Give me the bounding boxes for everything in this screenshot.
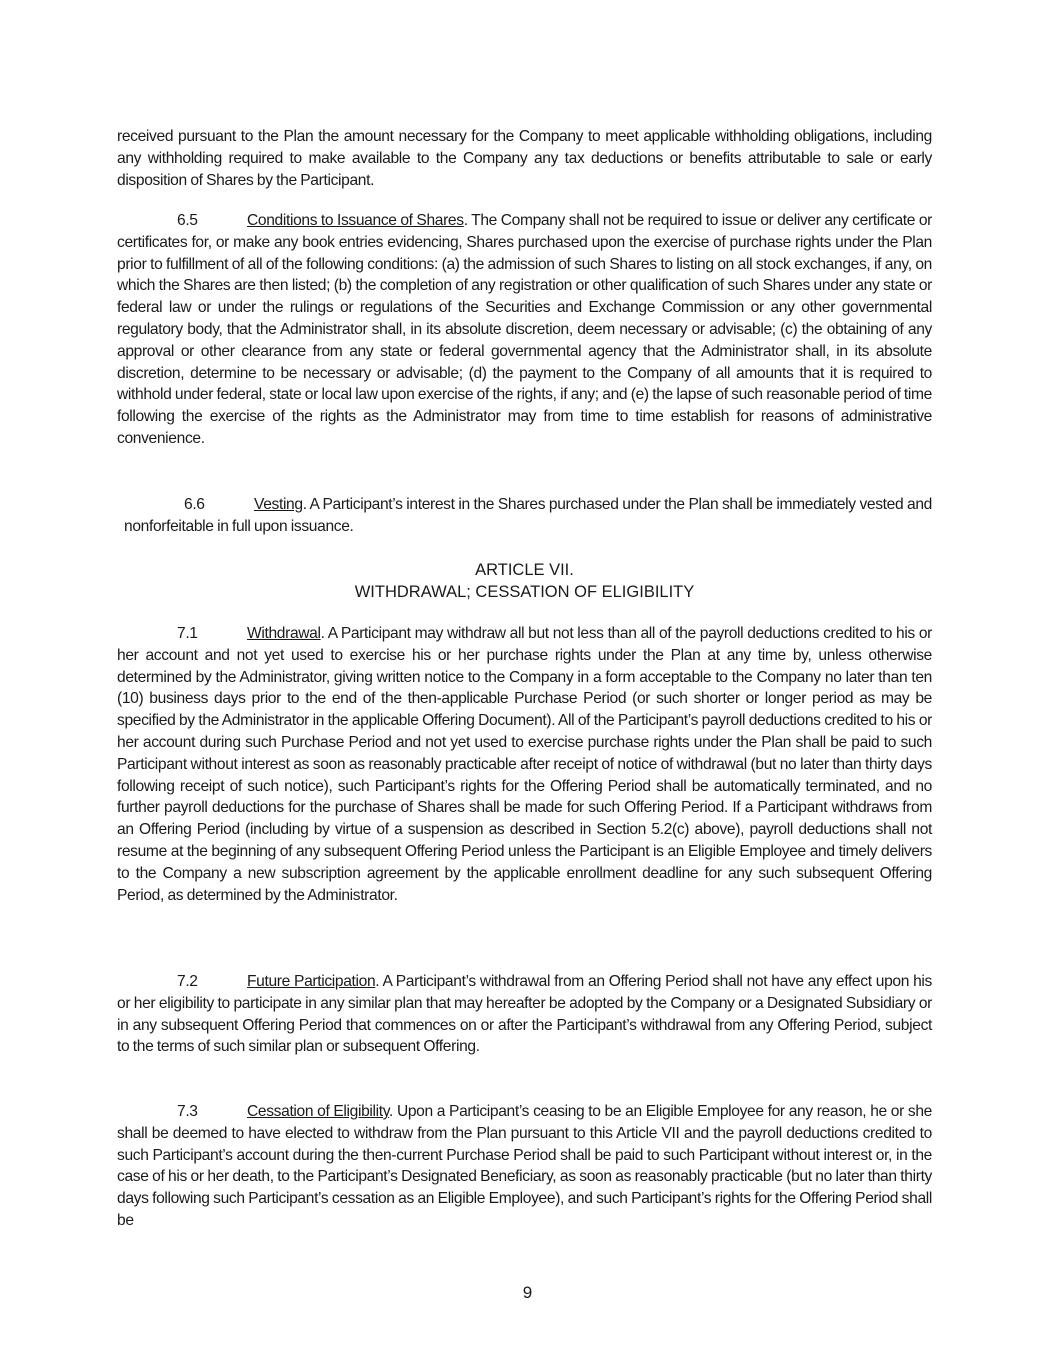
- section-number: 7.3: [177, 1103, 198, 1120]
- article-title-heading: WITHDRAWAL; CESSATION OF ELIGIBILITY: [354, 583, 695, 601]
- section-number: 7.1: [177, 625, 198, 642]
- section-text: . Upon a Participant’s ceasing to be an Eligible Employee for any reason, he or she shall be deemed to have elected to withdraw from the Plan pursuant to this Article VII and the payroll deductions credited to such Participant’s account during the then-current Purchase Period shall be paid to such Participant without interest or, in the case of his or her death, to the Participant’s Designated Beneficiary, as soon as reasonably practicable (but no later than thirty days following such Participant’s cessation as an Eligible Employee), and such Participant’s rights for the Offering Period shall be: [117, 1103, 932, 1229]
- section-text: . A Participant’s interest in the Shares purchased under the Plan shall be immediately vested and nonforfeitable in full upon issuance.: [124, 496, 932, 535]
- paragraph-withholding-continuation: [117, 126, 932, 191]
- section-number: 6.5: [177, 212, 198, 229]
- section-title: Vesting: [254, 496, 303, 513]
- section-number: 7.2: [177, 973, 198, 990]
- section-title: Conditions to Issuance of Shares: [247, 212, 464, 229]
- section-title: Cessation of Eligibility: [247, 1103, 390, 1120]
- section-6-5-conditions-to-issuance: [117, 210, 932, 450]
- section-7-2-future-participation: [117, 971, 932, 1058]
- article-number-heading: ARTICLE VII.: [475, 561, 574, 579]
- paragraph-text: received pursuant to the Plan the amount necessary for the Company to meet applicable withholding obligations, including any withholding required to make available to the Company any tax deductions or benefits attributable to sale or early disposition of Shares by the Participant.: [117, 128, 932, 189]
- section-number: 6.6: [184, 496, 205, 513]
- section-title: Future Participation: [247, 973, 376, 990]
- section-6-6-vesting: [124, 494, 932, 538]
- section-text: . A Participant may withdraw all but not less than all of the payroll deductions credited to his or her account and not yet used to exercise his or her purchase rights under the Plan at any time by, unless otherwise determined by the Administrator, giving written notice to the Company in a form acceptable to the Company no later than ten (10) business days prior to the end of the then-applicable Purchase Period (or such shorter or longer period as may be specified by the Administrator in the applicable Offering Document). All of the Participant’s payroll deductions credited to his or her account during such Purchase Period and not yet used to exercise purchase rights under the Plan shall be paid to such Participant without interest as soon as reasonably practicable after receipt of notice of withdrawal (but no later than thirty days following receipt of such notice), such Participant’s rights for the Offering Period shall be automatically terminated, and no further payroll deductions for the purchase of Shares shall be made for such Offering Period. If a Participant withdraws from an Offering Period (including by virtue of a suspension as described in Section 5.2(c) above), payroll deductions shall not resume at the beginning of any subsequent Offering Period unless the Participant is an Eligible Employee and timely delivers to the Company a new subscription agreement by the applicable enrollment deadline for any such subsequent Offering Period, as determined by the Administrator.: [117, 625, 932, 904]
- section-title: Withdrawal: [247, 625, 321, 642]
- page-number: 9: [522, 1283, 533, 1302]
- section-text: . A Participant’s withdrawal from an Offering Period shall not have any effect upon his or her eligibility to participate in any similar plan that may hereafter be adopted by the Company or a Designated Subsidiary or in any subsequent Offering Period that commences on or after the Participant’s withdrawal from any Offering Period, subject to the terms of such similar plan or subsequent Offering.: [117, 973, 932, 1056]
- section-7-1-withdrawal: [117, 623, 932, 906]
- section-7-3-cessation-of-eligibility: [117, 1101, 932, 1232]
- section-text: . The Company shall not be required to issue or deliver any certificate or certificates for, or make any book entries evidencing, Shares purchased upon the exercise of purchase rights under the Plan prior to fulfillment of all of the following conditions: (a) the admission of such Shares to listing on all stock exchanges, if any, on which the Shares are then listed; (b) the completion of any registration or other qualification of such Shares under any state or federal law or under the rulings or regulations of the Securities and Exchange Commission or any other governmental regulatory body, that the Administrator shall, in its absolute discretion, deem necessary or advisable; (c) the obtaining of any approval or other clearance from any state or federal governmental agency that the Administrator shall, in its absolute discretion, determine to be necessary or advisable; (d) the payment to the Company of all amounts that it is required to withhold under federal, state or local law upon exercise of the rights, if any; and (e) the lapse of such reasonable period of time following the exercise of the rights as the Administrator may from time to time establish for reasons of administrative convenience.: [117, 212, 932, 447]
